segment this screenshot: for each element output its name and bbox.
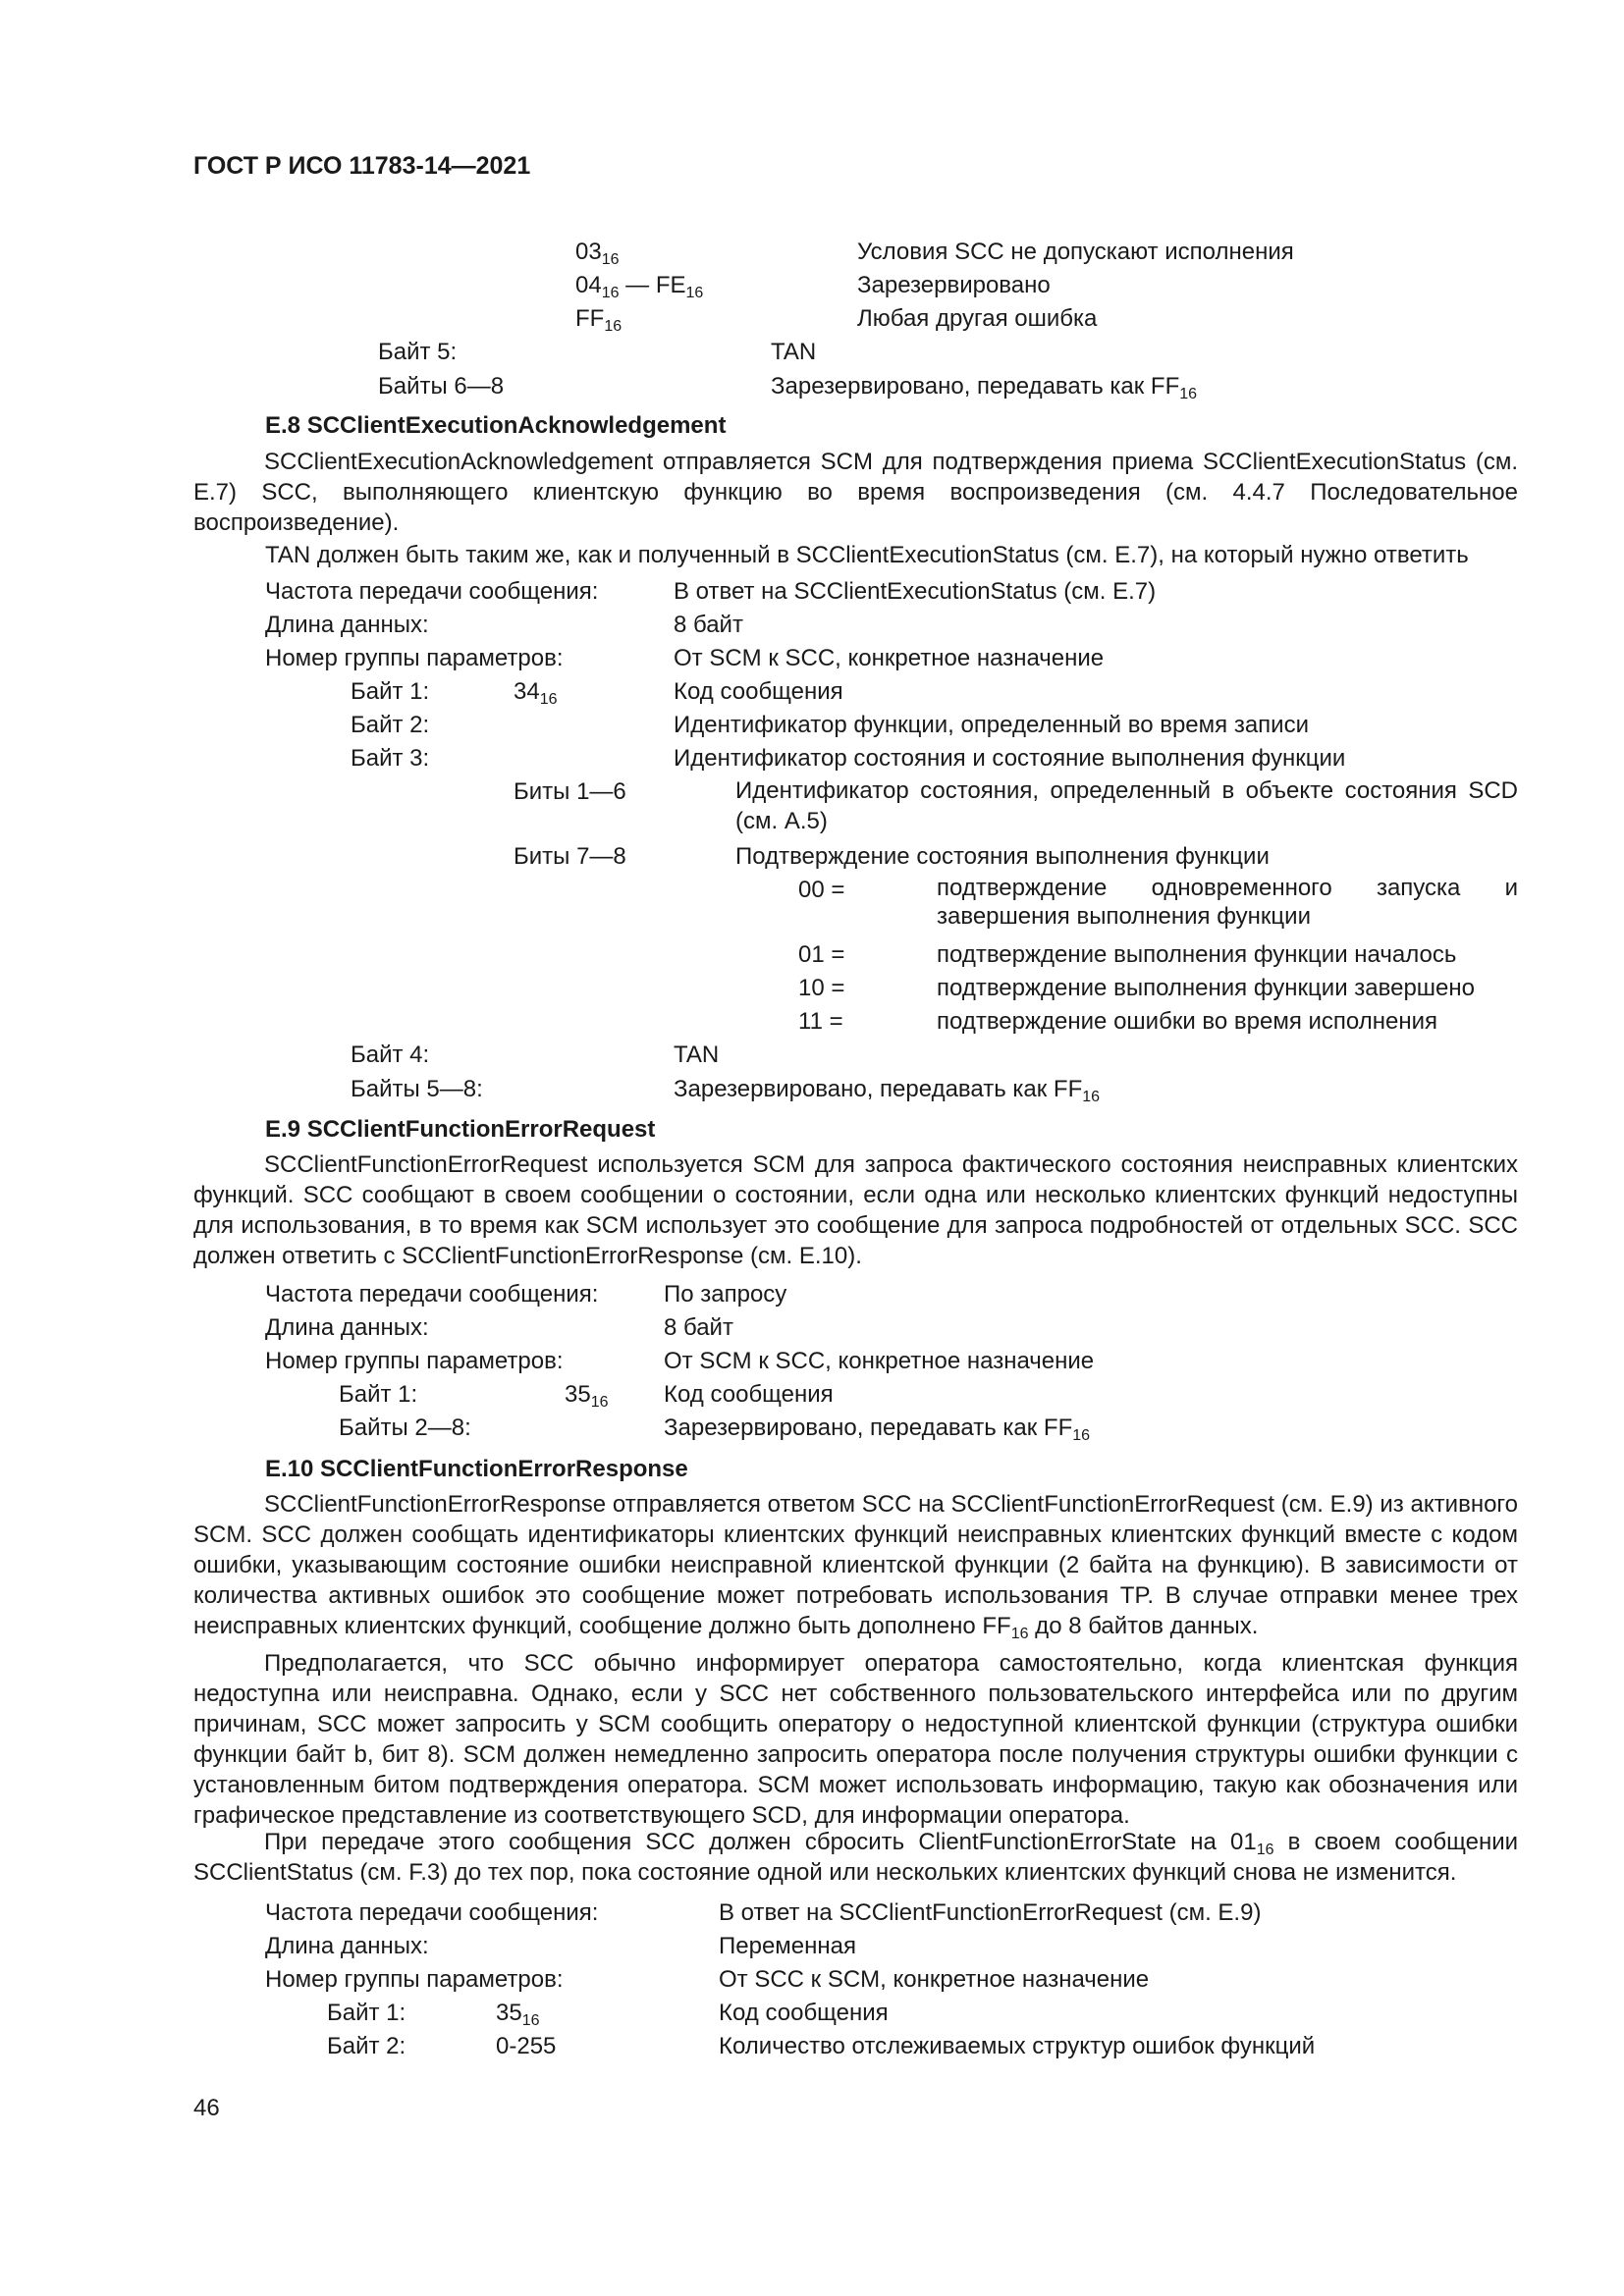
e8-code-10: 10 = — [798, 975, 845, 1001]
e9-bytes2-8-value: Зарезервировано, передавать как $FF_{16}$ — [664, 1415, 1091, 1444]
page-title: ГОСТ Р ИСО 11783-14—2021 — [193, 152, 531, 180]
e10-byte2-value: Количество отслеживаемых структур ошибок функций — [719, 2033, 1316, 2059]
e10-pgn-label: Номер группы параметров: — [265, 1966, 564, 1993]
e10-paragraph-1: SCClientFunctionErrorResponse отправляется ответом SCC на SCClientFunctionErrorRequest (см. E.9) из активного SCM. SCC должен сообщать идентификаторы клиентских функций неисправных клиентских функций вместе с кодом ошибки, указывающим состояние ошибки неисправной клиентской функции (2 байта на функцию). В зависимости от количества активных ошибок это сообщение может потребовать использования TP. В случае отправки менее трех неисправных клиентских функций, сообщение должно быть дополнено $FF_{16}$ до 8 байтов данных. — [193, 1491, 1518, 1642]
e8-byte1-code: $34_{16}$ — [514, 678, 558, 708]
desc-row-03: Условия SCC не допускают исполнения — [857, 239, 1294, 265]
e8-pgn-value: От SCM к SCC, конкретное назначение — [674, 645, 1105, 671]
e8-byte1-label: Байт 1: — [351, 678, 430, 705]
desc-row-ff: Любая другая ошибка — [857, 305, 1098, 332]
page-number: 46 — [193, 2095, 220, 2121]
e8-byte2-label: Байт 2: — [351, 712, 430, 738]
e8-code-01-desc: подтверждение выполнения функции началось — [937, 941, 1457, 968]
e10-byte2-label: Байт 2: — [327, 2033, 406, 2059]
e8-byte3-label: Байт 3: — [351, 745, 430, 772]
e10-paragraph-3: При передаче этого сообщения SCC должен сбросить ClientFunctionErrorState на $01_{16}$ в своем сообщении SCClientStatus (см. F.3) до тех пор, пока состояние одной или нескольких клиентских функций снова не изменится. — [193, 1829, 1519, 1886]
desc-row-04-fe: Зарезервировано — [857, 272, 1051, 298]
bytes6-8-value: Зарезервировано, передавать как $FF_{16}$ — [771, 373, 1198, 402]
e9-byte1-value: Код сообщения — [664, 1381, 834, 1408]
e9-freq-value: По запросу — [664, 1281, 787, 1308]
e9-pgn-label: Номер группы параметров: — [265, 1348, 564, 1374]
section-heading-e9: E.9 SCClientFunctionErrorRequest — [265, 1116, 656, 1143]
e9-paragraph-1: SCClientFunctionErrorRequest используется SCM для запроса фактического состояния неисправных клиентских функций. SCC сообщают в своем сообщении о состоянии, если одна или несколько клиентских функций недоступны для использования, в то время как SCM использует это сообщение для запроса подробностей от отдельных SCC. SCC должен ответить с SCClientFunctionErrorResponse (см. E.10). — [193, 1151, 1518, 1269]
e9-len-value: 8 байт — [664, 1314, 733, 1341]
byte5-label: Байт 5: — [378, 339, 458, 365]
e10-freq-label: Частота передачи сообщения: — [265, 1899, 599, 1926]
e8-code-11-desc: подтверждение ошибки во время исполнения — [937, 1008, 1437, 1035]
section-heading-e10: E.10 SCClientFunctionErrorResponse — [265, 1456, 688, 1482]
code-row-04-fe: $04_{16}$ — $FE_{16}$ — [575, 272, 704, 301]
e9-freq-label: Частота передачи сообщения: — [265, 1281, 599, 1308]
byte5-value: TAN — [771, 339, 817, 365]
e8-code-11: 11 = — [798, 1008, 843, 1035]
e10-byte2-code: 0-255 — [496, 2033, 557, 2059]
e8-paragraph-1: SCClientExecutionAcknowledgement отправляется SCM для подтверждения приема SCClientExecutionStatus (см. E.7) SCC, выполняющего клиентскую функцию во время воспроизведения (см. 4.4.7 Последовательное воспроизведение). — [193, 449, 1518, 536]
e10-byte1-code: $35_{16}$ — [496, 2000, 540, 2029]
e10-byte1-value: Код сообщения — [719, 2000, 889, 2026]
e10-byte1-label: Байт 1: — [327, 2000, 406, 2026]
e10-freq-value: В ответ на SCClientFunctionErrorRequest (см. E.9) — [719, 1899, 1262, 1926]
code-row-ff: $FF_{16}$ — [575, 305, 623, 335]
e8-bits1-6-value: Идентификатор состояния, определенный в объекте состояния SCD (см. A.5) — [735, 777, 1518, 834]
e8-byte1-value: Код сообщения — [674, 678, 843, 705]
e8-len-value: 8 байт — [674, 612, 743, 638]
e8-byte4-label: Байт 4: — [351, 1041, 430, 1068]
e8-byte2-value: Идентификатор функции, определенный во время записи — [674, 712, 1309, 738]
e8-pgn-label: Номер группы параметров: — [265, 645, 564, 671]
e8-code-01: 01 = — [798, 941, 845, 968]
e9-byte1-code: $35_{16}$ — [565, 1381, 609, 1411]
e9-len-label: Длина данных: — [265, 1314, 429, 1341]
e8-bytes5-8-label: Байты 5—8: — [351, 1076, 483, 1102]
e8-len-label: Длина данных: — [265, 612, 429, 638]
e9-pgn-value: От SCM к SCC, конкретное назначение — [664, 1348, 1095, 1374]
e10-len-label: Длина данных: — [265, 1933, 429, 1959]
e8-freq-value: В ответ на SCClientExecutionStatus (см. E.7) — [674, 578, 1157, 605]
e8-bytes5-8-value: Зарезервировано, передавать как $FF_{16}$ — [674, 1076, 1101, 1105]
e8-byte4-value: TAN — [674, 1041, 720, 1068]
e8-paragraph-2: TAN должен быть таким же, как и полученный в SCClientExecutionStatus (см. E.7), на который нужно ответить — [265, 542, 1469, 568]
e8-code-10-desc: подтверждение выполнения функции завершено — [937, 975, 1476, 1001]
e10-pgn-value: От SCC к SCM, конкретное назначение — [719, 1966, 1150, 1993]
e8-code-00: 00 = — [798, 877, 845, 903]
e10-paragraph-2: Предполагается, что SCC обычно информирует оператора самостоятельно, когда клиентская функция недоступна или неисправна. Однако, если у SCC нет собственного пользовательского интерфейса или по другим причинам, SCC может запросить у SCM сообщить оператору о недоступной клиентской функции (структура ошибки функции байт b, бит 8). SCM должен немедленно запросить оператора после получения структуры ошибки функции с установленным битом подтверждения оператора. SCM может использовать информацию, такую как обозначения или графическое представление из соответствующего SCD, для информации оператора. — [193, 1650, 1518, 1829]
code-row-03: $03_{16}$ — [575, 239, 620, 268]
e8-bits1-6-label: Биты 1—6 — [514, 778, 626, 805]
e8-bits7-8-value: Подтверждение состояния выполнения функции — [735, 843, 1270, 870]
e8-bits7-8-label: Биты 7—8 — [514, 843, 626, 870]
bytes6-8-label: Байты 6—8 — [378, 373, 505, 400]
e9-bytes2-8-label: Байты 2—8: — [339, 1415, 471, 1441]
e8-code-00-desc: подтверждение одновременного запуска и завершения выполнения функции — [937, 875, 1518, 930]
e9-byte1-label: Байт 1: — [339, 1381, 418, 1408]
e8-byte3-value: Идентификатор состояния и состояние выполнения функции — [674, 745, 1346, 772]
section-heading-e8: E.8 SCClientExecutionAcknowledgement — [265, 412, 727, 439]
e8-freq-label: Частота передачи сообщения: — [265, 578, 599, 605]
e10-len-value: Переменная — [719, 1933, 856, 1959]
